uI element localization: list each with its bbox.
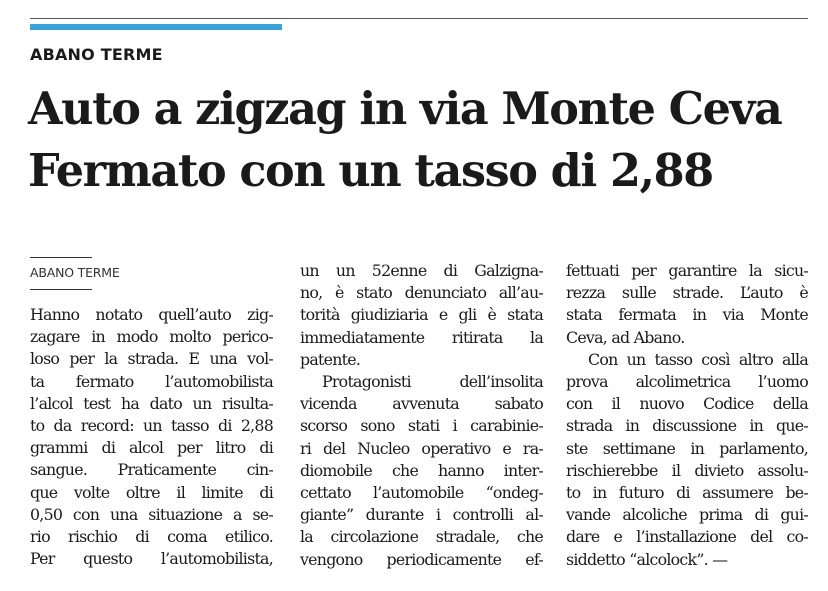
- text-line: vengono periodicamente ef-: [300, 549, 543, 569]
- dateline: ABANO TERME: [30, 265, 120, 280]
- dateline-rule-top: [30, 257, 92, 258]
- text-line: to da record: un tasso di 2,88: [30, 416, 273, 436]
- text-line: Per questo l’automobilista,: [30, 549, 273, 569]
- section-accent-bar: [30, 24, 282, 30]
- text-line: giante” durante i controlli al-: [300, 505, 543, 525]
- text-line: torità giudiziaria e gli è stata: [300, 305, 543, 325]
- text-line: to in futuro di assumere be-: [566, 483, 808, 503]
- article-column-2: [300, 260, 543, 571]
- text-line: zagare in modo molto perico-: [30, 327, 273, 347]
- text-line: Con un tasso così altro alla: [588, 349, 808, 369]
- text-line: diomobile che hanno inter-: [300, 460, 543, 480]
- text-line: siddetto “alcolock”. —: [566, 549, 728, 569]
- text-line: vicenda avvenuta sabato: [300, 394, 543, 414]
- text-line: ta fermato l’automobilista: [30, 371, 273, 391]
- text-line: patente.: [300, 349, 361, 369]
- text-line: Ceva, ad Abano.: [566, 327, 685, 347]
- top-rule: [30, 18, 808, 19]
- text-line: prova alcolimetrica l’uomo: [566, 372, 808, 392]
- text-line: loso per la strada. E una vol-: [30, 349, 273, 369]
- text-line: dare e l’installazione del co-: [566, 527, 808, 547]
- section-kicker: ABANO TERME: [30, 45, 163, 64]
- text-line: 0,50 con una situazione a se-: [30, 504, 273, 524]
- text-line: Hanno notato quell’auto zig-: [30, 305, 273, 324]
- text-line: Protagonisti dell’insolita: [322, 372, 543, 392]
- text-line: que volte oltre il limite di: [30, 482, 273, 502]
- text-line: rischierebbe il divieto assolu-: [566, 460, 808, 480]
- dateline-rule-bottom: [30, 289, 92, 290]
- text-line: cettato l’automobile “ondeg-: [300, 483, 543, 503]
- text-line: strada in discussione in que-: [566, 416, 808, 436]
- headline-line-1: Auto a zigzag in via Monte Ceva: [28, 83, 782, 135]
- text-line: rezza sulle strade. L’auto è: [566, 283, 808, 303]
- text-line: ste settimane in parlamento,: [566, 438, 808, 458]
- text-line: l’alcol test ha dato un risulta-: [30, 393, 273, 413]
- text-line: con il nuovo Codice della: [566, 394, 808, 414]
- text-line: sangue. Praticamente cin-: [30, 460, 273, 480]
- text-line: fettuati per garantire la sicu-: [566, 261, 808, 280]
- text-line: scorso sono stati i carabinie-: [300, 416, 543, 436]
- text-line: un un 52enne di Galzigna-: [300, 261, 543, 280]
- text-line: stata fermata in via Monte: [566, 305, 808, 325]
- text-line: ri del Nucleo operativo e ra-: [300, 438, 543, 458]
- headline: [28, 78, 818, 202]
- text-line: la circolazione stradale, che: [300, 527, 543, 547]
- text-line: vande alcoliche prima di gui-: [566, 505, 808, 525]
- article-column-1: [30, 304, 273, 570]
- headline-line-2: Fermato con un tasso di 2,88: [28, 145, 713, 197]
- text-line: immediatamente ritirata la: [300, 327, 543, 347]
- text-line: rio rischio di coma etilico.: [30, 527, 273, 547]
- text-line: grammi di alcol per litro di: [30, 438, 273, 458]
- text-line: no, è stato denunciato all’au-: [300, 283, 543, 303]
- article-column-3: [566, 260, 808, 571]
